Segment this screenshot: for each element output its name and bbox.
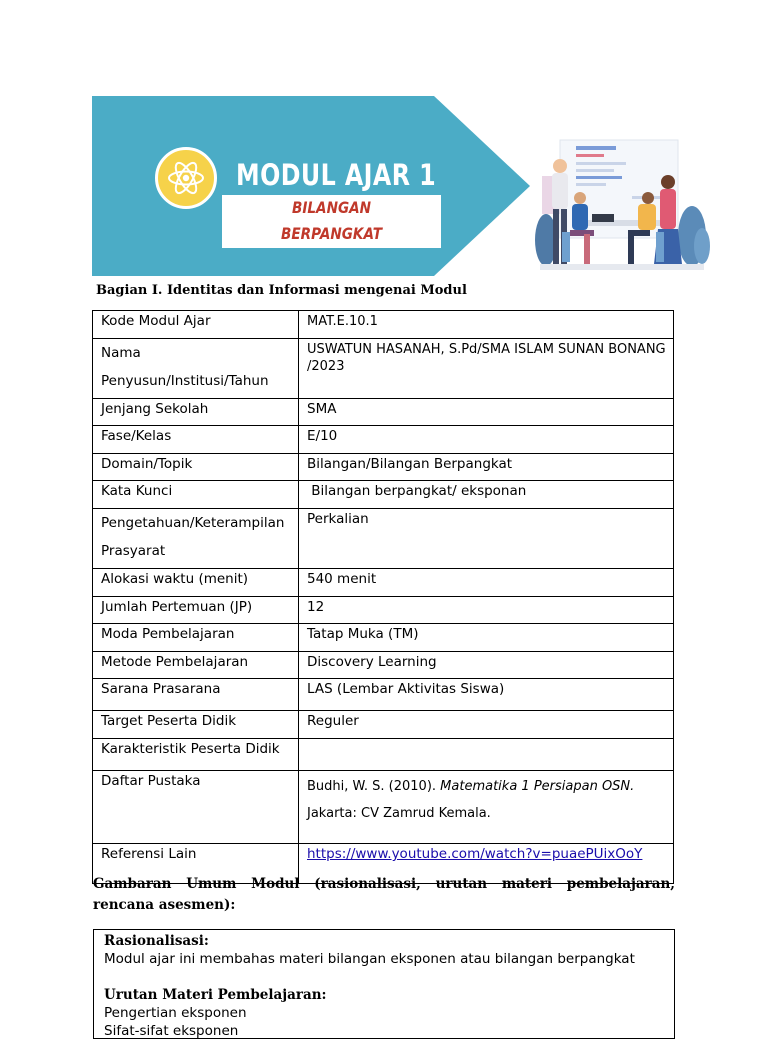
reference-author: Budhi, W. S. (2010).: [307, 779, 441, 794]
table-row: [93, 679, 674, 711]
table-value-cell: Bilangan/Bilangan Berpangkat: [299, 454, 674, 481]
table-key-cell: Karakteristik Peserta Didik: [93, 739, 299, 771]
table-value-cell: Perkalian: [299, 509, 674, 569]
table-row: [93, 624, 674, 652]
table-key-cell: Pengetahuan/Keterampilan Prasyarat: [93, 509, 299, 569]
table-value-cell: Reguler: [299, 711, 674, 739]
module-subtitle-line-1: BILANGAN: [291, 198, 372, 217]
table-value-cell: Bilangan berpangkat/ eksponan: [299, 481, 674, 509]
sequence-heading: Urutan Materi Pembelajaran:: [104, 987, 327, 1003]
table-value-cell: 12: [299, 597, 674, 624]
table-row: [93, 481, 674, 509]
table-value-cell: Tatap Muka (TM): [299, 624, 674, 652]
table-value-cell: SMA: [299, 399, 674, 426]
table-row: [93, 454, 674, 481]
table-key-cell: Target Peserta Didik: [93, 711, 299, 739]
atom-icon: [155, 147, 217, 209]
table-value-cell: USWATUN HASANAH, S.Pd/SMA ISLAM SUNAN BONANG /2023: [299, 339, 674, 399]
section-heading: Bagian I. Identitas dan Informasi mengenai Modul: [96, 283, 467, 298]
table-key-cell: Nama Penyusun/Institusi/Tahun: [93, 339, 299, 399]
table-value-cell: E/10: [299, 426, 674, 454]
table-row: [93, 652, 674, 679]
table-row: [93, 597, 674, 624]
table-row: [93, 339, 674, 399]
table-row: [93, 311, 674, 339]
module-subtitle-box: [222, 195, 441, 248]
table-value-cell: [299, 739, 674, 771]
table-row: [93, 426, 674, 454]
module-subtitle-line-2: BERPANGKAT: [281, 224, 382, 243]
spacer: [104, 968, 664, 986]
sequence-item: Pengertian eksponen: [104, 1005, 247, 1021]
table-key-cell: Fase/Kelas: [93, 426, 299, 454]
table-row: [93, 739, 674, 771]
table-key-cell: Kode Modul Ajar: [93, 311, 299, 339]
table-value-cell: 540 menit: [299, 569, 674, 597]
youtube-reference-link[interactable]: https://www.youtube.com/watch?v=puaePUixOoY: [307, 846, 643, 862]
table-row: [93, 399, 674, 426]
table-row: [93, 569, 674, 597]
rationale-heading: Rasionalisasi:: [104, 933, 209, 949]
sequence-item: Sifat-sifat eksponen: [104, 1023, 239, 1039]
table-row: [93, 771, 674, 844]
rationale-text: Modul ajar ini membahas materi bilangan eksponen atau bilangan berpangkat: [104, 951, 635, 967]
overview-box: [93, 929, 675, 1039]
table-value-cell: Discovery Learning: [299, 652, 674, 679]
table-key-cell: Jumlah Pertemuan (JP): [93, 597, 299, 624]
table-key-cell: Alokasi waktu (menit): [93, 569, 299, 597]
overview-heading: Gambaran Umum Modul (rasionalisasi, urutan materi pembelajaran, rencana asesmen):: [93, 876, 675, 913]
table-key-cell: Daftar Pustaka: [93, 771, 299, 844]
table-value-cell: MAT.E.10.1: [299, 311, 674, 339]
table-key-cell: Sarana Prasarana: [93, 679, 299, 711]
team-illustration: [532, 136, 710, 274]
table-key-cell: Jenjang Sekolah: [93, 399, 299, 426]
reference-title: Matematika 1 Persiapan OSN.: [440, 779, 635, 794]
table-row: [93, 711, 674, 739]
table-value-cell: LAS (Lembar Aktivitas Siswa): [299, 679, 674, 711]
table-key-cell: Referensi Lain: [93, 844, 299, 884]
table-key-cell: Moda Pembelajaran: [93, 624, 299, 652]
table-value-cell: [299, 771, 674, 844]
module-title: MODUL AJAR 1: [236, 158, 437, 192]
table-row: [93, 509, 674, 569]
table-key-cell: Kata Kunci: [93, 481, 299, 509]
reference-publisher: Jakarta: CV Zamrud Kemala.: [307, 806, 491, 821]
table-key-cell: Domain/Topik: [93, 454, 299, 481]
module-identity-table: [92, 310, 674, 884]
table-key-cell: Metode Pembelajaran: [93, 652, 299, 679]
